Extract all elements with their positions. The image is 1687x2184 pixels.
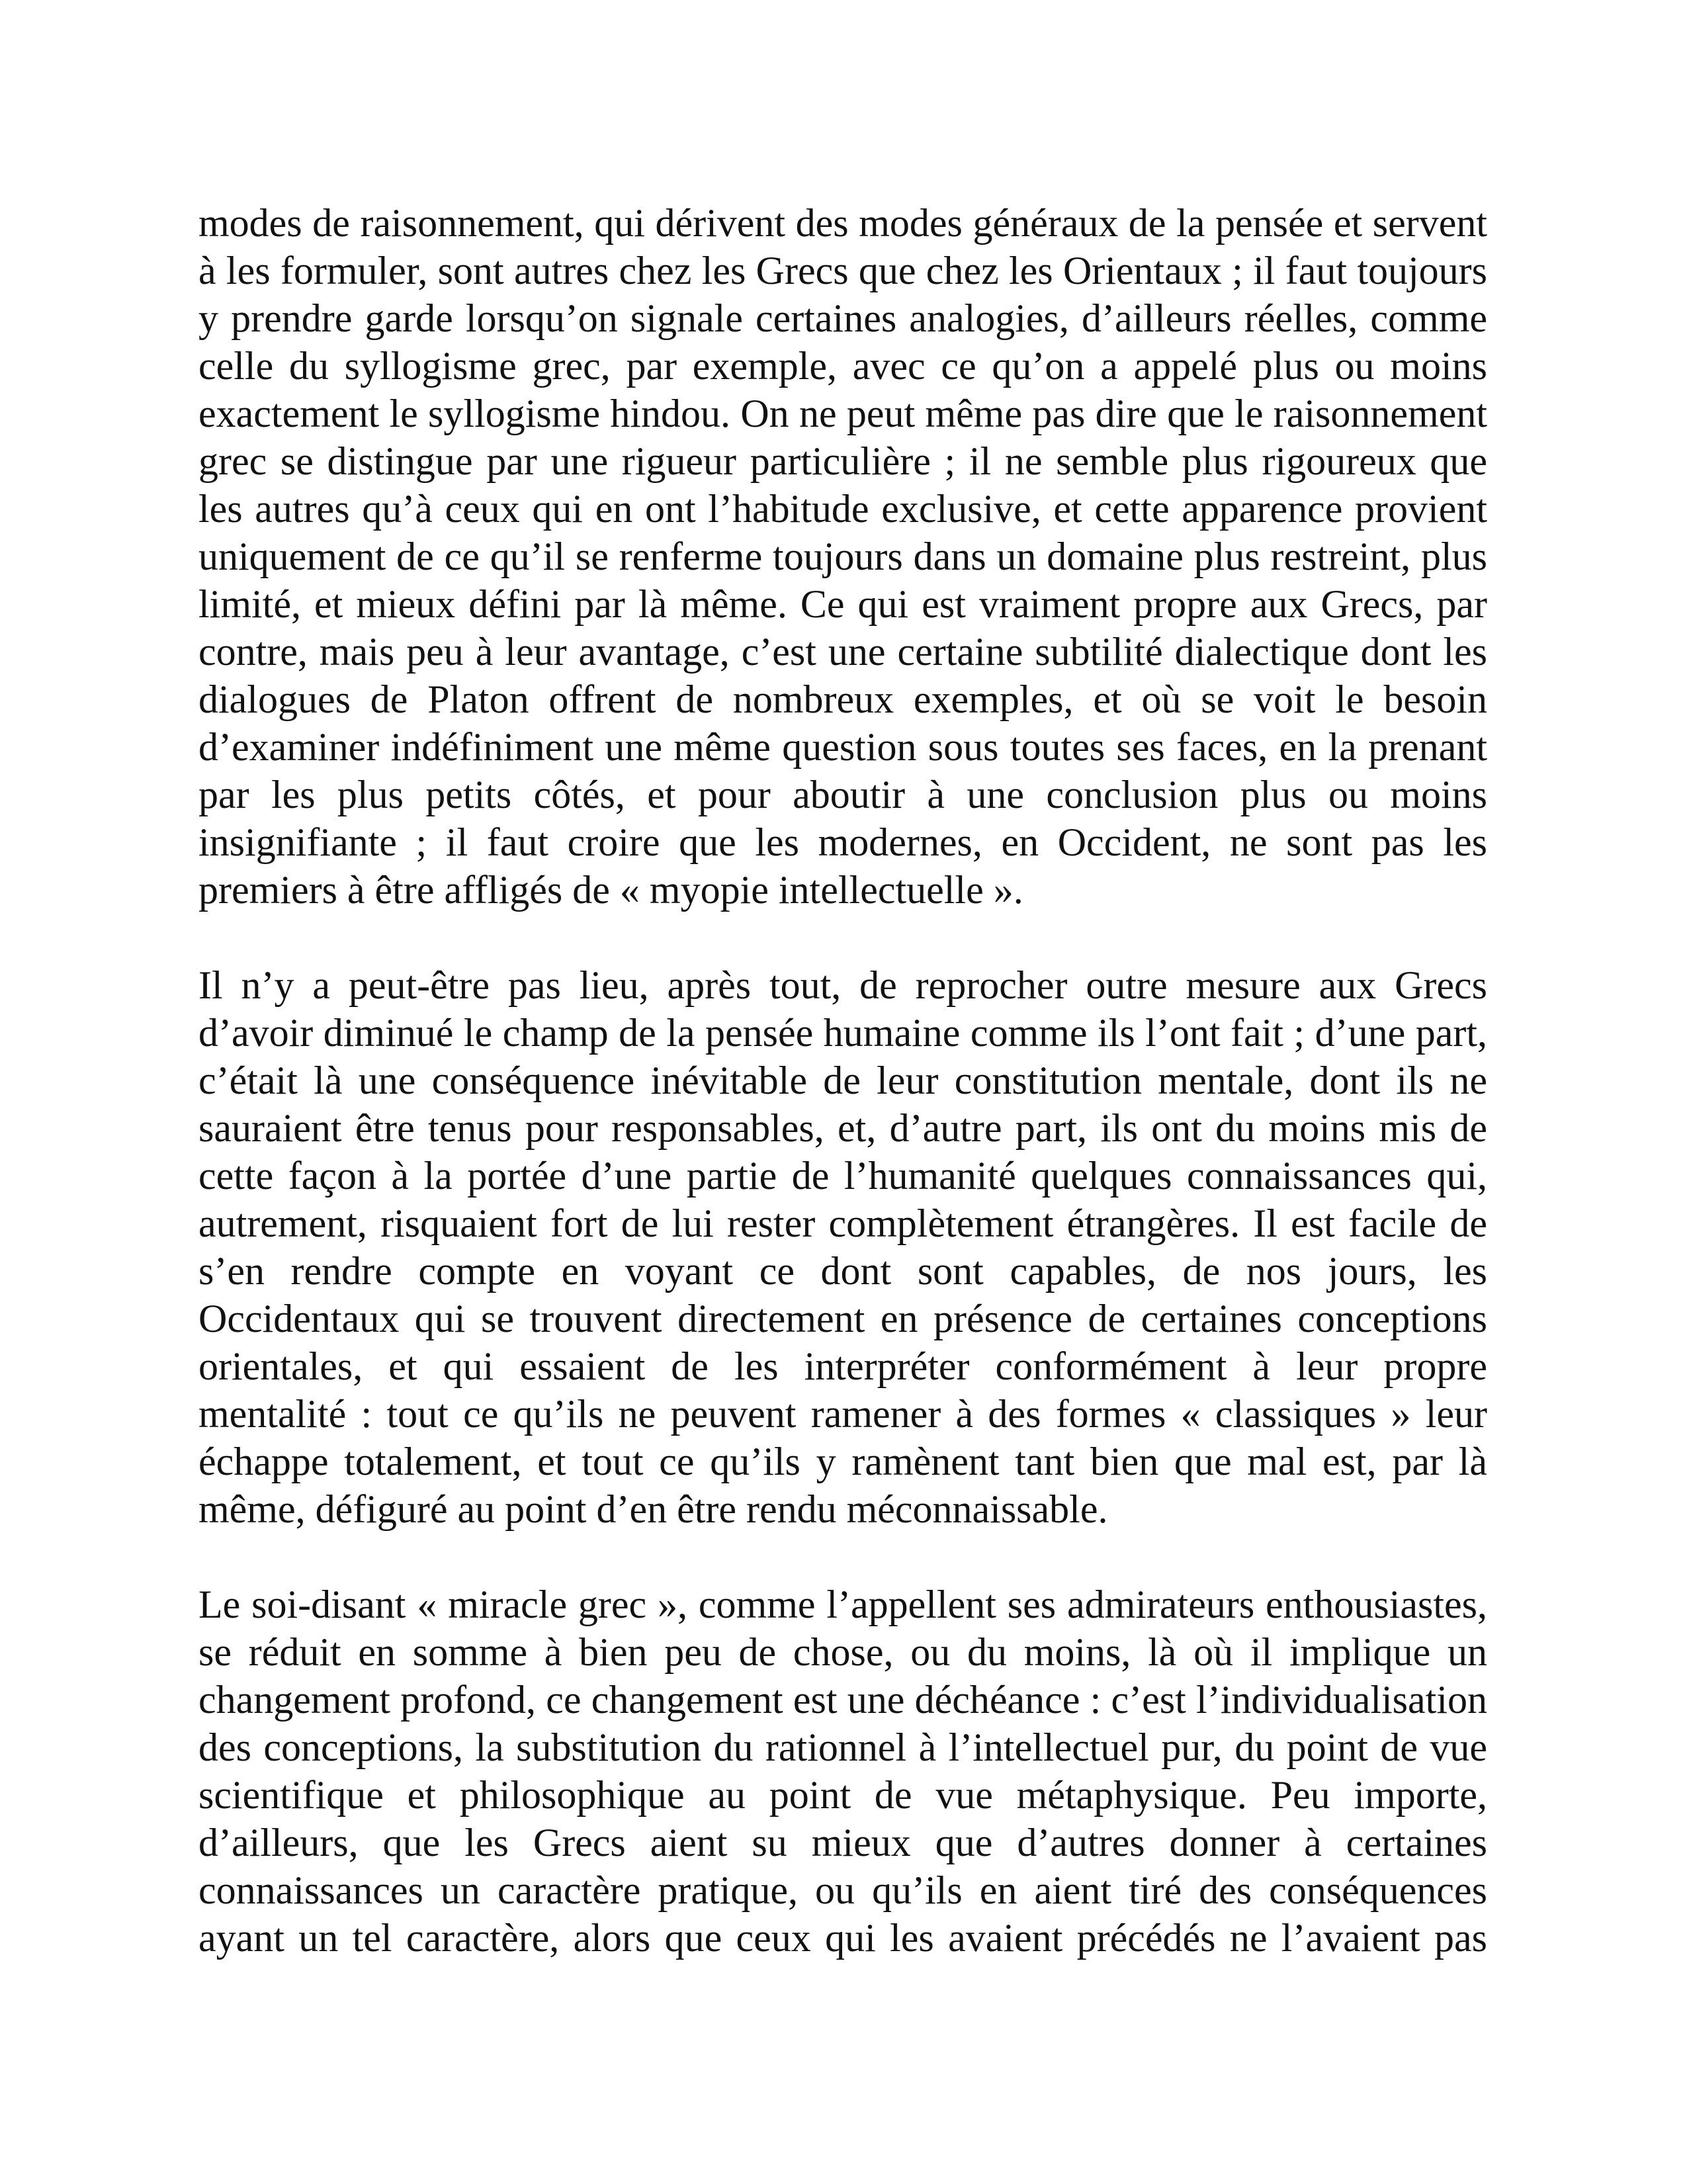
text-line: mentalité : tout ce qu’ils ne peuvent ramener à des formes « classiques » leur bbox=[198, 1392, 1487, 1436]
text-line: celle du syllogisme grec, par exemple, avec ce qu’on a appelé plus ou moins bbox=[198, 344, 1487, 388]
text-line: sauraient être tenus pour responsables, et, d’autre part, ils ont du moins mis de bbox=[198, 1106, 1487, 1150]
text-line: exactement le syllogisme hindou. On ne peut même pas dire que le raisonnement bbox=[198, 392, 1487, 435]
text-line: uniquement de ce qu’il se renferme toujours dans un domaine plus restreint, plus bbox=[198, 535, 1487, 578]
text-line: Le soi-disant « miracle grec », comme l’appellent ses admirateurs enthousiastes, bbox=[198, 1583, 1487, 1626]
text-line: cette façon à la portée d’une partie de l’humanité quelques connaissances qui, bbox=[198, 1154, 1487, 1198]
text-line: d’examiner indéfiniment une même question sous toutes ses faces, en la prenant bbox=[198, 725, 1487, 769]
text-line: premiers à être affligés de « myopie intellectuelle ». bbox=[198, 868, 1023, 912]
text-line: y prendre garde lorsqu’on signale certaines analogies, d’ailleurs réelles, comme bbox=[198, 296, 1487, 340]
text-line: insignifiante ; il faut croire que les modernes, en Occident, ne sont pas les bbox=[198, 820, 1487, 864]
text-line: échappe totalement, et tout ce qu’ils y ramènent tant bien que mal est, par là bbox=[198, 1440, 1487, 1483]
paragraph-2 bbox=[198, 961, 1487, 1533]
text-line: même, défiguré au point d’en être rendu méconnaissable. bbox=[198, 1487, 1108, 1531]
text-line: par les plus petits côtés, et pour aboutir à une conclusion plus ou moins bbox=[198, 773, 1487, 816]
text-line: c’était là une conséquence inévitable de leur constitution mentale, dont ils ne bbox=[198, 1059, 1487, 1102]
text-line: limité, et mieux défini par là même. Ce qui est vraiment propre aux Grecs, par bbox=[198, 582, 1487, 626]
text-line: des conceptions, la substitution du rationnel à l’intellectuel pur, du point de vue bbox=[198, 1725, 1487, 1769]
text-line: orientales, et qui essaient de les interpréter conformément à leur propre bbox=[198, 1344, 1487, 1388]
text-line: autrement, risquaient fort de lui rester complètement étrangères. Il est facile de bbox=[198, 1201, 1487, 1245]
text-line: grec se distingue par une rigueur particulière ; il ne semble plus rigoureux que bbox=[198, 439, 1487, 483]
text-line: changement profond, ce changement est une déchéance : c’est l’individualisation bbox=[198, 1678, 1487, 1722]
paragraph-1 bbox=[198, 199, 1487, 914]
text-line: scientifique et philosophique au point de vue métaphysique. Peu importe, bbox=[198, 1773, 1487, 1817]
text-line: d’ailleurs, que les Grecs aient su mieux que d’autres donner à certaines bbox=[198, 1821, 1487, 1864]
text-line: s’en rendre compte en voyant ce dont sont capables, de nos jours, les bbox=[198, 1249, 1487, 1293]
text-line: ayant un tel caractère, alors que ceux qui les avaient précédés ne l’avaient pas bbox=[198, 1916, 1487, 1960]
text-line: à les formuler, sont autres chez les Grecs que chez les Orientaux ; il faut toujours bbox=[198, 249, 1487, 292]
text-line: contre, mais peu à leur avantage, c’est une certaine subtilité dialectique dont les bbox=[198, 630, 1487, 674]
text-line: Il n’y a peut-être pas lieu, après tout, de reprocher outre mesure aux Grecs bbox=[198, 963, 1487, 1007]
text-line: connaissances un caractère pratique, ou qu’ils en aient tiré des conséquences bbox=[198, 1868, 1487, 1912]
text-line: se réduit en somme à bien peu de chose, ou du moins, là où il implique un bbox=[198, 1630, 1487, 1674]
text-line: les autres qu’à ceux qui en ont l’habitude exclusive, et cette apparence provient bbox=[198, 487, 1487, 531]
paragraph-3 bbox=[198, 1581, 1487, 1962]
body-text-column bbox=[198, 199, 1487, 2009]
text-line: dialogues de Platon offrent de nombreux exemples, et où se voit le besoin bbox=[198, 677, 1487, 721]
text-line: Occidentaux qui se trouvent directement en présence de certaines conceptions bbox=[198, 1297, 1487, 1340]
text-line: d’avoir diminué le champ de la pensée humaine comme ils l’ont fait ; d’une part, bbox=[198, 1011, 1487, 1055]
text-line: modes de raisonnement, qui dérivent des modes généraux de la pensée et servent bbox=[198, 201, 1487, 245]
